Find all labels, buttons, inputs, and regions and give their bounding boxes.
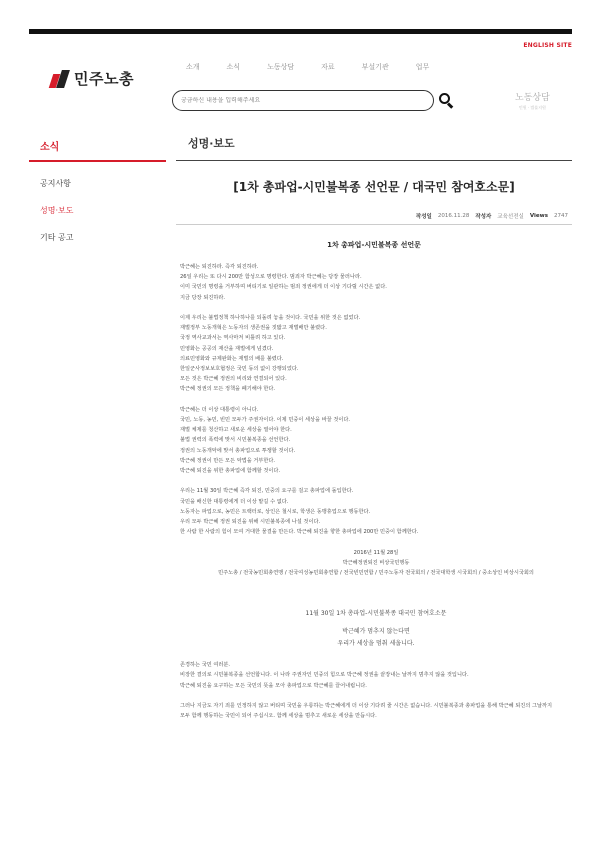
paragraph-3: 박근혜는 더 이상 대통령이 아니다. 국민, 노동, 농민, 빈민 모두가 주권자이다. 이제 민중이 세상을 바꿀 것이다. 재벌 체제를 청산하고 새로운 세상을 열어야 한다. 불법 권력의 폭력에 맞서 시민불복종을 선언한다. 정권의 노동개악에 맞서 총파업으로 투쟁할 것이다. 박근혜 정권이 만든 모든 악법을 거부한다. 박근혜 퇴진을 위한 총파업에 함께할 것이다. — [180, 406, 351, 475]
labor-consult-link[interactable] — [515, 90, 550, 111]
nav-item-about[interactable]: 소개 — [186, 63, 200, 71]
english-site-link[interactable]: ENGLISH SITE — [523, 42, 572, 49]
search-input[interactable] — [181, 97, 433, 104]
sidebar-menu — [40, 178, 73, 259]
sidebar-title: 소식 — [40, 142, 60, 153]
consult-subtitle: 민원 · 법률지원 — [518, 105, 546, 110]
nav-item-news[interactable]: 소식 — [226, 63, 241, 71]
main-navigation — [186, 62, 456, 72]
appeal-headline: 박근혜가 멈추지 않는다면 우리가 세상을 멈춰 세웁니다. — [337, 628, 415, 648]
post-meta — [416, 212, 568, 220]
paragraph-2: 이제 우리는 불법정책 하나하나를 되돌려 놓을 것이다. 국민을 위한 것은 없었다. 재벌정부 노동개혁은 노동자의 생존권을 짓밟고 재벌배만 불렸다. 국정 역사교과서는 역사마저 비틀려 하고 있다. 민영화는 공공의 재산을 재벌에게 넘겼다. 의료민영화와 규제완화는 재벌의 배를 불렸다. 한일군사정보보호협정은 국민 동의 없이 강행되었다. 모든 것은 박근혜 정권의 비리와 연결되어 있다. 박근혜 정권의 모든 정책을 폐기해야 한다. — [180, 315, 361, 393]
sidebar-divider — [29, 160, 166, 162]
logo-mark-icon — [49, 70, 71, 88]
search-box — [172, 90, 434, 111]
nav-item-labor-consult[interactable]: 노동상담 — [267, 63, 295, 71]
title-divider — [176, 160, 572, 161]
appeal-paragraph-2: 그러나 지금도 자기 죄를 인정하지 않고 버티며 국민을 우롱하는 박근혜에게 더 이상 기다려 줄 시간은 없습니다. 시민불복종과 총파업을 통해 박근혜 퇴진의 그날까지 모두 함께 행동하는 국민이 되어 주십시오. 함께 세상을 멈추고 새로운 세상을 만듭시다. — [180, 703, 553, 720]
signature-date: 2016년 11월 28일 — [353, 549, 399, 556]
appeal-title: 11월 30일 1차 총파업-시민불복종 대국민 참여호소문 — [305, 610, 447, 618]
nav-item-work[interactable]: 업무 — [415, 63, 430, 71]
nav-item-resources[interactable]: 자료 — [321, 63, 335, 71]
post-views: 2747 — [554, 213, 568, 219]
post-date: 2016.11.28 — [437, 213, 470, 219]
site-logo[interactable] — [49, 68, 134, 89]
date-label: 작성일 — [415, 214, 432, 220]
post-subtitle: 1차 총파업-시민불복종 선언문 — [327, 241, 421, 249]
sidebar-item-other-announcements[interactable]: 기타 공고 — [40, 233, 74, 242]
paragraph-1: 박근혜는 퇴진하라. 즉각 퇴진하라. 26일 우리는 또 다시 200만 함성으로 명령한다. 범죄자 박근혜는 당장 물러나라. 이미 국민의 명령을 거부하며 버티기로 일관하는 범죄 정권에게 더 이상 기다릴 시간은 없다. 지금 당장 퇴진하라. — [180, 264, 387, 301]
post-body — [180, 262, 572, 732]
top-bar — [29, 29, 572, 34]
signature-members: 민주노총 / 전국농민회총연맹 / 전국여성농민회총연합 / 전국빈민연합 / 민주노동자 전국회의 / 전국대학생 시국회의 / 중소상인 비상시국회의 — [218, 570, 534, 577]
sidebar-item-notices[interactable]: 공지사항 — [40, 179, 71, 188]
signature-org: 박근혜정권퇴진 비상국민행동 — [342, 559, 410, 566]
views-label: Views — [529, 213, 548, 219]
page-title: 성명·보도 — [188, 137, 235, 150]
post-title: [1차 총파업-시민불복종 선언문 / 대국민 참여호소문] — [233, 180, 515, 194]
search-icon[interactable] — [438, 92, 454, 108]
logo-text: 민주노총 — [74, 70, 134, 88]
meta-divider — [176, 224, 572, 225]
consult-title: 노동상담 — [515, 93, 550, 103]
signature-block — [180, 548, 572, 579]
paragraph-4: 우리는 11월 30일 박근혜 즉각 퇴진, 민중의 요구를 걸고 총파업에 돌입한다. 국민을 배신한 대통령에게 더 이상 맡길 수 없다. 노동자는 파업으로, 농민은 트랙터로, 상인은 철시로, 학생은 동맹휴업으로 행동한다. 우리 모두 박근혜 정권 퇴진을 위해 시민불복종에 나설 것이다. 한 사람 한 사람의 힘이 모여 거대한 물결을 만든다. 박근혜 퇴진을 향한 총파업에 200만 민중이 함께한다. — [180, 488, 419, 536]
post-author: 교육선전실 — [497, 214, 524, 220]
sidebar-item-statements[interactable]: 성명·보도 — [40, 206, 74, 215]
nav-item-affiliates[interactable]: 부설기관 — [361, 63, 389, 71]
author-label: 작성자 — [475, 214, 492, 220]
appeal-paragraph-1: 존경하는 국민 여러분. 비장한 결의로 시민불복종을 선언합니다. 이 나라 주권자인 민중의 힘으로 박근혜 정권을 끝장내는 날까지 멈추지 않을 것입니다. 박근혜 퇴진을 요구하는 모든 국민의 뜻을 모아 총파업으로 박근혜를 끌어내립니다. — [180, 662, 469, 689]
